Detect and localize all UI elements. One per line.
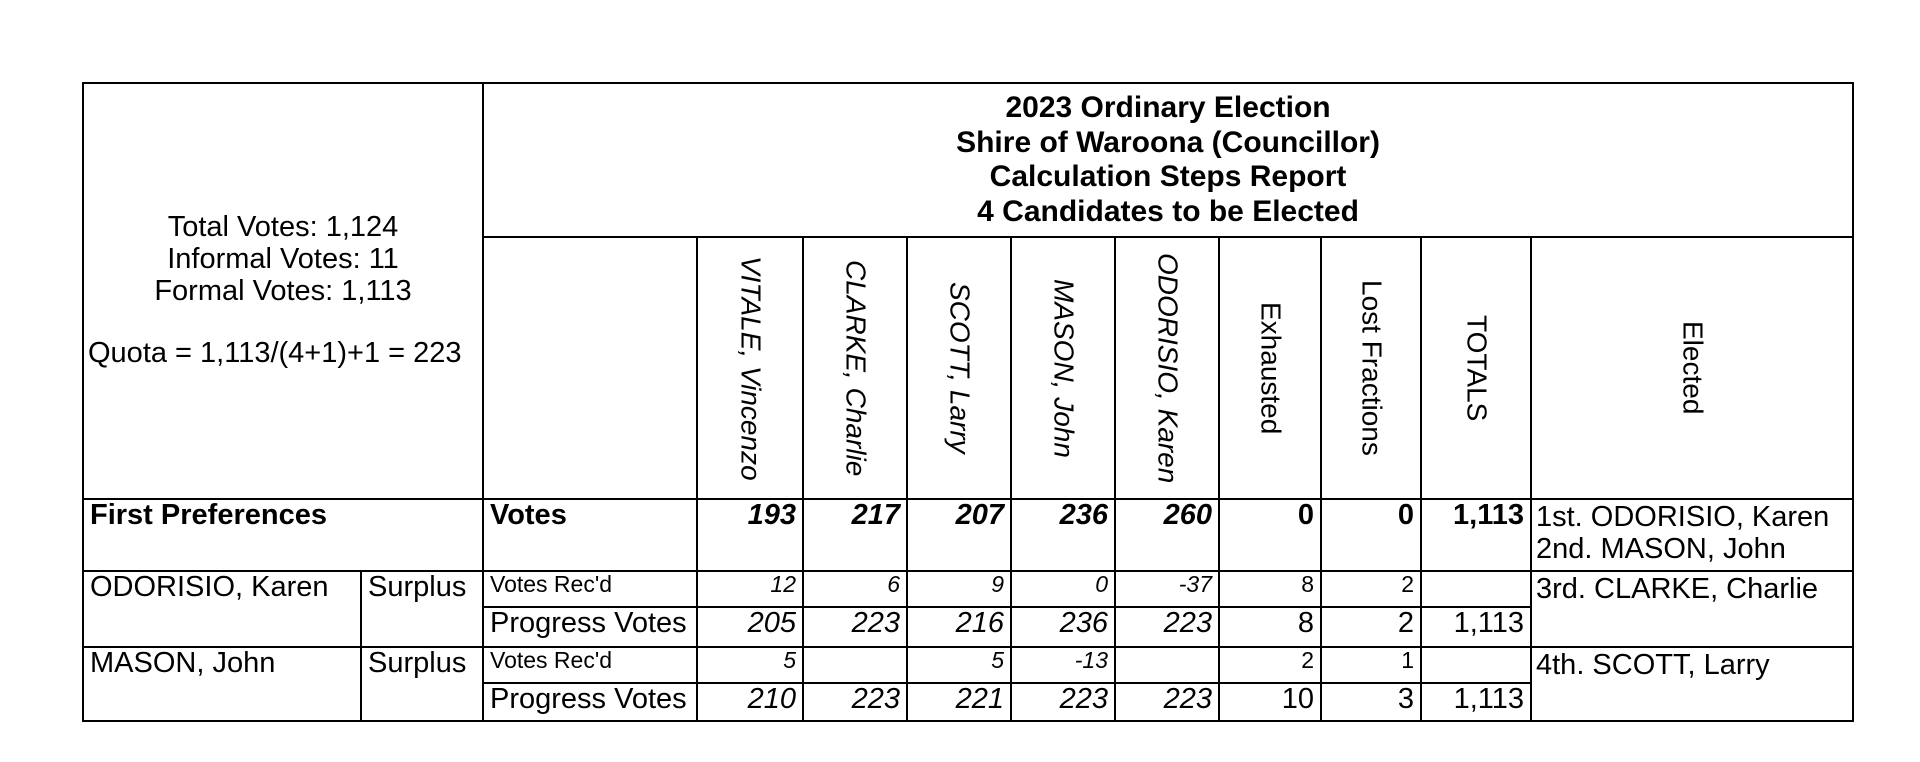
- column-header-scott: SCOTT, Larry: [907, 237, 1011, 499]
- step-action: Surplus: [361, 647, 483, 721]
- cell-clarke: 6: [803, 571, 907, 607]
- cell-total: 1,113: [1421, 607, 1531, 647]
- cell-elected: 3rd. CLARKE, Charlie: [1531, 571, 1853, 647]
- cell-clarke: 217: [803, 499, 907, 571]
- report-title: [483, 83, 1853, 237]
- column-header-totals: TOTALS: [1421, 237, 1531, 499]
- column-header-clarke: CLARKE, Charlie: [803, 237, 907, 499]
- cell-total: 1,113: [1421, 683, 1531, 721]
- cell-scott: 5: [907, 647, 1011, 683]
- column-header-vitale: VITALE, Vincenzo: [697, 237, 803, 499]
- cell-clarke: [803, 647, 907, 683]
- cell-total: [1421, 647, 1531, 683]
- quota: Quota = 1,113/(4+1)+1 = 223: [88, 336, 462, 369]
- cell-vitale: 5: [697, 647, 803, 683]
- vote-summary: [83, 83, 483, 499]
- cell-total: [1421, 571, 1531, 607]
- cell-mason: 0: [1011, 571, 1115, 607]
- cell-exhausted: 8: [1219, 607, 1321, 647]
- step-candidate: MASON, John: [83, 647, 361, 721]
- cell-elected: 4th. SCOTT, Larry: [1531, 647, 1853, 721]
- step-2-votes-received-row: [83, 647, 1853, 683]
- row-type: Progress Votes: [483, 683, 697, 721]
- cell-scott: 9: [907, 571, 1011, 607]
- cell-vitale: 210: [697, 683, 803, 721]
- row-type: Progress Votes: [483, 607, 697, 647]
- cell-scott: 216: [907, 607, 1011, 647]
- column-header-mason: MASON, John: [1011, 237, 1115, 499]
- cell-odorisio: 223: [1115, 607, 1219, 647]
- title-line-2: Shire of Waroona (Councillor): [956, 125, 1380, 159]
- cell-exhausted: 2: [1219, 647, 1321, 683]
- title-line-3: Calculation Steps Report: [989, 160, 1347, 193]
- calculation-steps-table: [82, 82, 1854, 722]
- cell-mason: 223: [1011, 683, 1115, 721]
- cell-total: 1,113: [1421, 499, 1531, 571]
- cell-scott: 221: [907, 683, 1011, 721]
- cell-lost-fractions: 2: [1321, 571, 1421, 607]
- cell-clarke: 223: [803, 683, 907, 721]
- column-header-elected: Elected: [1531, 237, 1853, 499]
- cell-elected: [1531, 499, 1853, 571]
- cell-mason: 236: [1011, 607, 1115, 647]
- row-type: Votes: [483, 499, 697, 571]
- elected-entry: 2nd. MASON, John: [1536, 532, 1786, 565]
- title-line-1: 2023 Ordinary Election: [1005, 91, 1331, 124]
- first-preferences-row: [83, 499, 1853, 571]
- informal-votes: Informal Votes: 11: [167, 243, 399, 276]
- formal-votes: Formal Votes: 1,113: [154, 275, 412, 307]
- cell-exhausted: 10: [1219, 683, 1321, 721]
- cell-clarke: 223: [803, 607, 907, 647]
- cell-exhausted: 8: [1219, 571, 1321, 607]
- cell-odorisio: [1115, 647, 1219, 683]
- cell-lost-fractions: 3: [1321, 683, 1421, 721]
- step-candidate: ODORISIO, Karen: [83, 571, 361, 647]
- row-type: Votes Rec'd: [483, 571, 697, 607]
- step-1-votes-received-row: [83, 571, 1853, 607]
- cell-vitale: 193: [697, 499, 803, 571]
- cell-odorisio: 223: [1115, 683, 1219, 721]
- elected-entry: 1st. ODORISIO, Karen: [1536, 501, 1830, 533]
- step-action: Surplus: [361, 571, 483, 647]
- column-header-lost-fractions: Lost Fractions: [1321, 237, 1421, 499]
- column-header-exhausted: Exhausted: [1219, 237, 1321, 499]
- cell-vitale: 205: [697, 607, 803, 647]
- cell-lost-fractions: 2: [1321, 607, 1421, 647]
- cell-scott: 207: [907, 499, 1011, 571]
- cell-lost-fractions: 1: [1321, 647, 1421, 683]
- header-blank: [483, 237, 697, 499]
- row-type: Votes Rec'd: [483, 647, 697, 683]
- cell-odorisio: -37: [1115, 571, 1219, 607]
- cell-lost-fractions: 0: [1321, 499, 1421, 571]
- cell-odorisio: 260: [1115, 499, 1219, 571]
- cell-vitale: 12: [697, 571, 803, 607]
- total-votes: Total Votes: 1,124: [167, 211, 399, 244]
- column-header-odorisio: ODORISIO, Karen: [1115, 237, 1219, 499]
- row-label: First Preferences: [83, 499, 483, 571]
- title-line-4: 4 Candidates to be Elected: [977, 194, 1359, 228]
- cell-mason: -13: [1011, 647, 1115, 683]
- cell-mason: 236: [1011, 499, 1115, 571]
- cell-exhausted: 0: [1219, 499, 1321, 571]
